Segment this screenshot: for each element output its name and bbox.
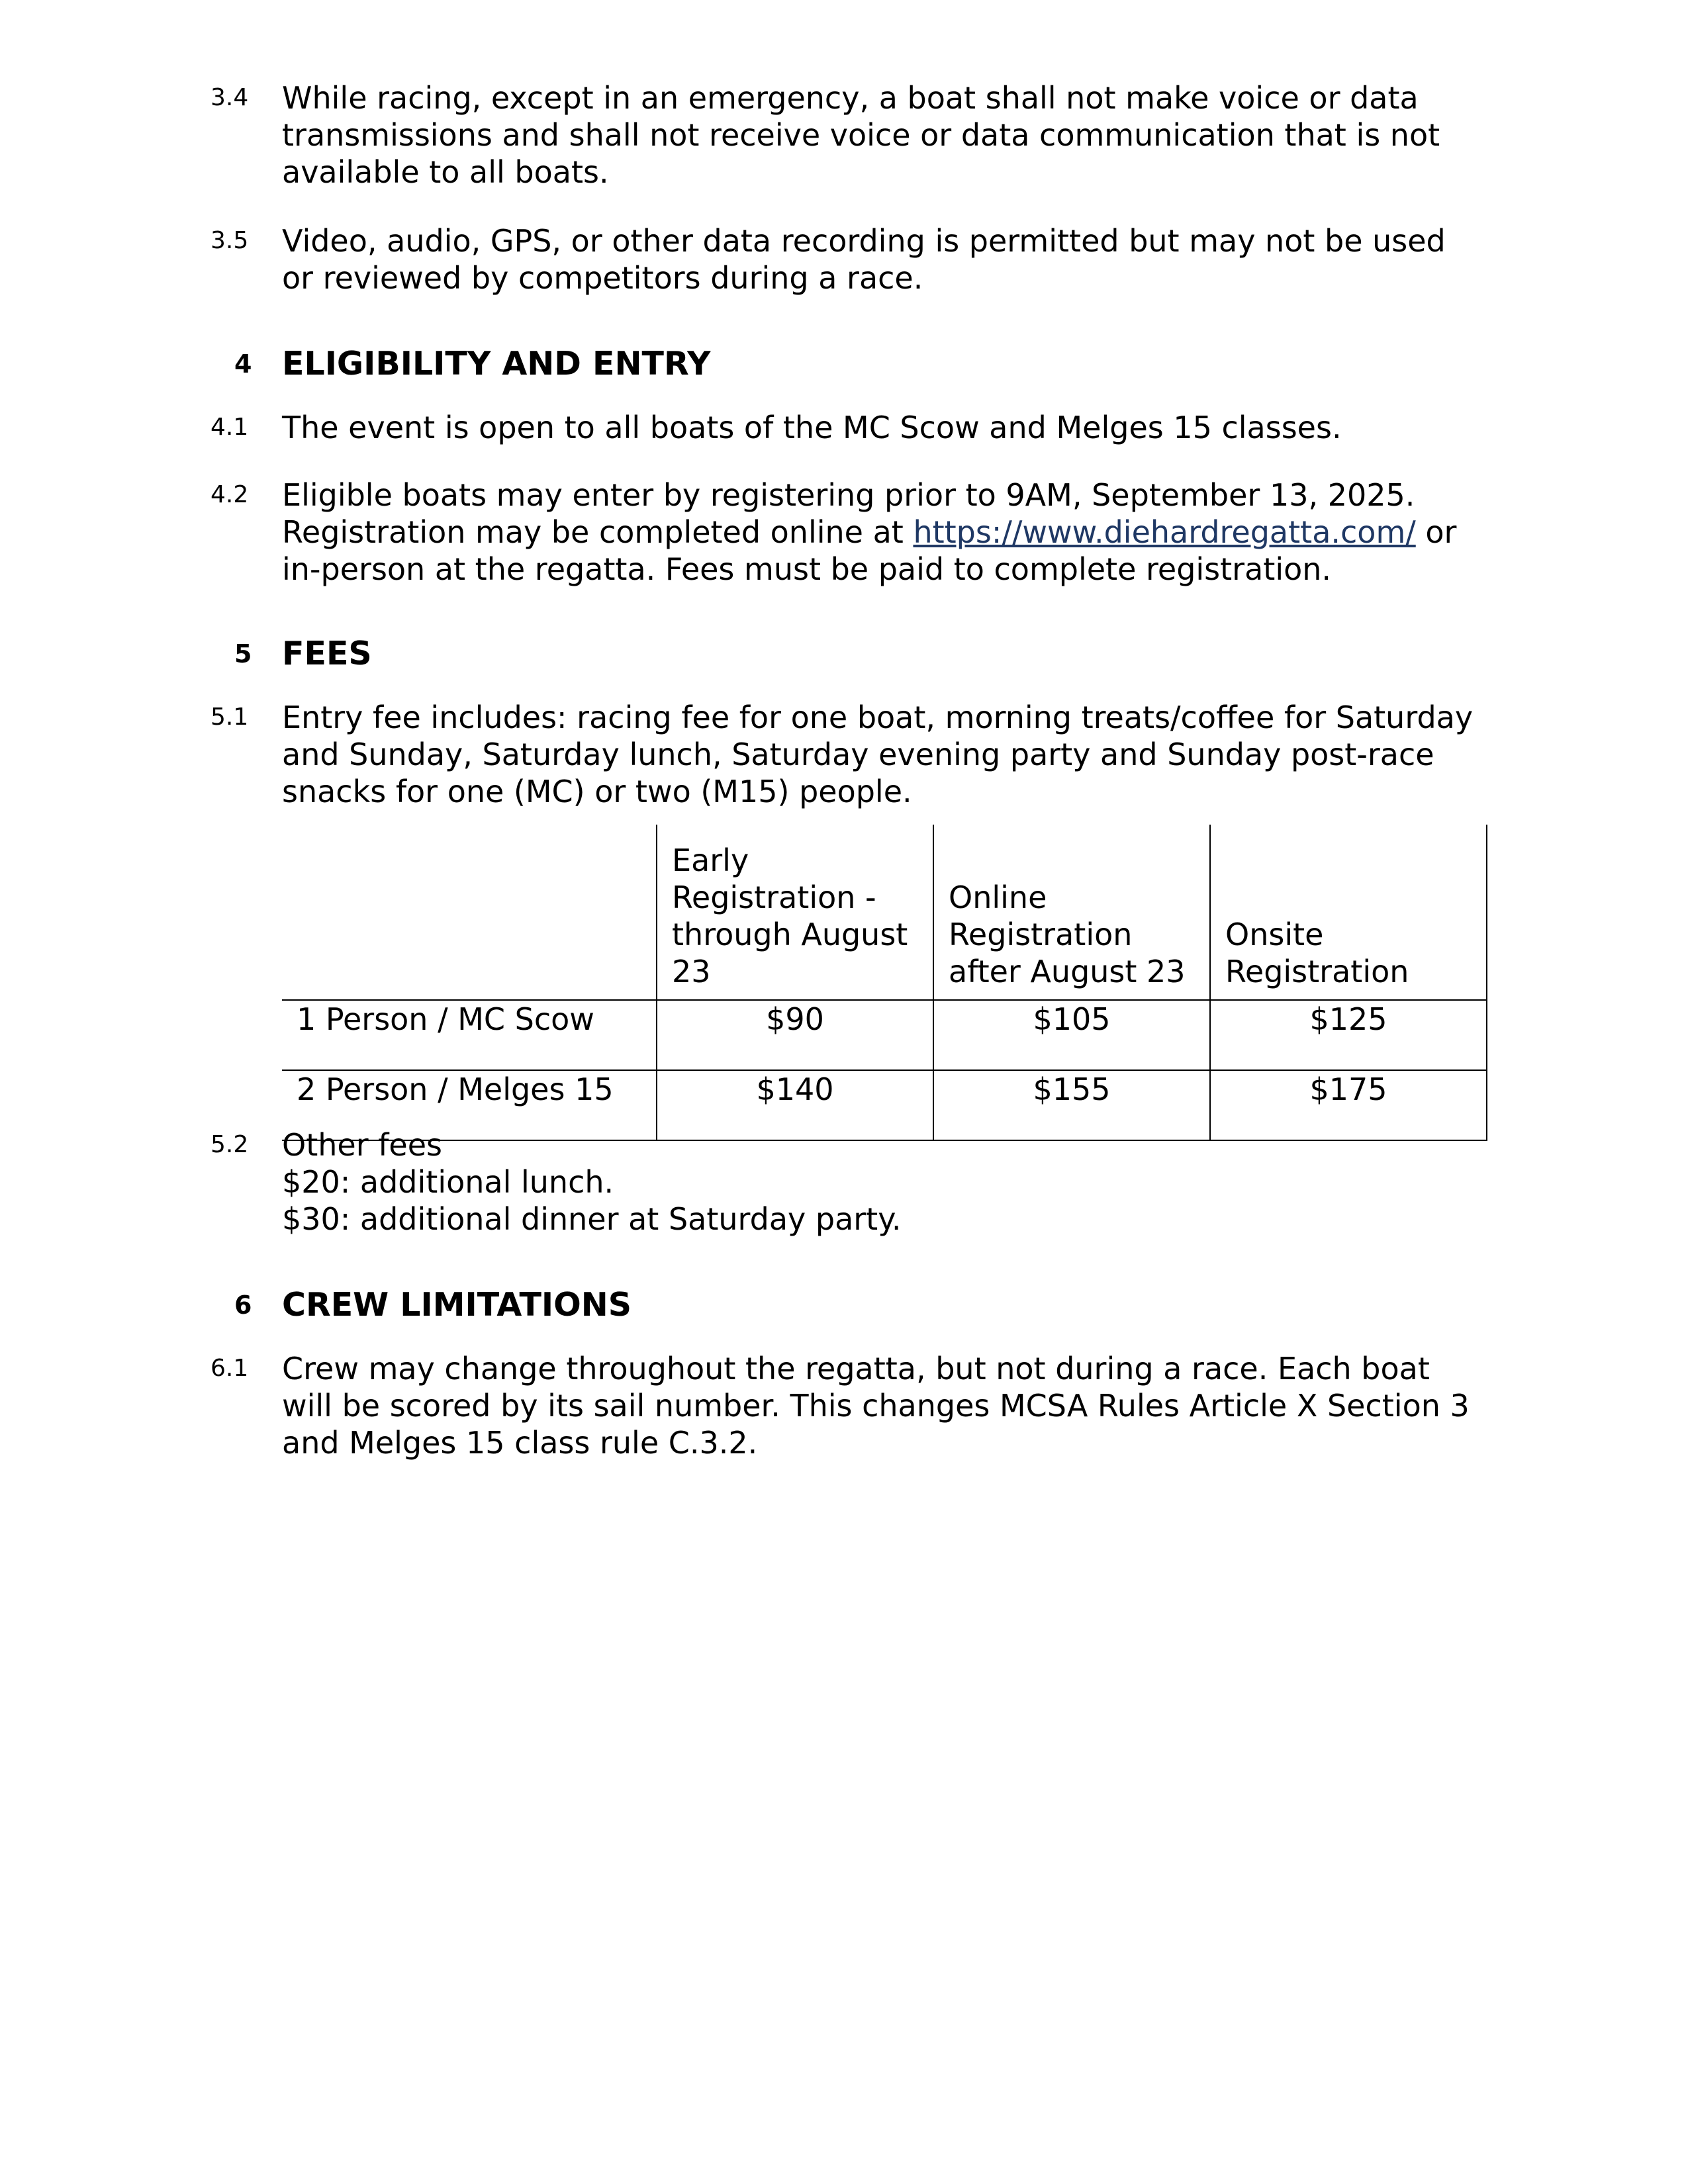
- registration-link[interactable]: https://www.diehardregatta.com/: [913, 514, 1416, 550]
- section-4-heading: ELIGIBILITY AND ENTRY: [282, 345, 711, 383]
- table-cell: $105: [933, 1000, 1210, 1070]
- table-cell: $175: [1210, 1070, 1487, 1140]
- section-4-2-text-after: or in-person at the regatta. Fees must be paid to complete registration.: [282, 514, 1457, 587]
- section-number: 4.1: [211, 414, 249, 441]
- section-3-4-text: While racing, except in an emergency, a boat shall not make voice or data transmissions and shall not receive voice or data communication that is not available to all boats.: [282, 80, 1440, 190]
- table-cell: $140: [657, 1070, 933, 1140]
- table-header-cell: Online Registration after August 23: [933, 825, 1210, 1000]
- section-3-5-text: Video, audio, GPS, or other data recording is permitted but may not be used or reviewed by competitors during a race.: [282, 223, 1446, 296]
- table-row: [282, 1000, 1487, 1070]
- section-5-heading: FEES: [282, 635, 372, 672]
- section-4-1-text: The event is open to all boats of the MC Scow and Melges 15 classes.: [282, 410, 1342, 445]
- section-number: 4.2: [211, 481, 249, 508]
- section-6-1-text: Crew may change throughout the regatta, but not during a race. Each boat will be scored by its sail number. This changes MCSA Rules Article X Section 3 and Melges 15 class rule C.3.2.: [282, 1351, 1470, 1461]
- section-number: 6: [234, 1291, 252, 1320]
- section-number: 5: [234, 639, 252, 668]
- table-header-cell: [282, 825, 657, 1000]
- section-4-2-text: [282, 477, 1493, 588]
- table-cell: $90: [657, 1000, 933, 1070]
- section-number: 3.5: [211, 227, 249, 254]
- table-cell: $125: [1210, 1000, 1487, 1070]
- table-header-row: [282, 825, 1487, 1000]
- table-row-label: 2 Person / Melges 15: [282, 1070, 657, 1140]
- table-header-cell: Early Registration - through August 23: [657, 825, 933, 1000]
- fee-table: [282, 825, 1487, 1141]
- table-cell: $155: [933, 1070, 1210, 1140]
- section-4-2-text-before: Eligible boats may enter by registering prior to 9AM, September 13, 2025. Registration may be completed online at: [282, 477, 1415, 550]
- section-number: 6.1: [211, 1355, 249, 1382]
- table-row-label: 1 Person / MC Scow: [282, 1000, 657, 1070]
- section-5-2-text: Other fees $20: additional lunch. $30: additional dinner at Saturday party.: [282, 1127, 902, 1237]
- section-number: 5.2: [211, 1131, 249, 1158]
- section-number: 5.1: [211, 704, 249, 731]
- section-6-heading: CREW LIMITATIONS: [282, 1286, 632, 1324]
- section-5-1-text: Entry fee includes: racing fee for one boat, morning treats/coffee for Saturday and Sunday, Saturday lunch, Saturday evening party and Sunday post-race snacks for one (MC) or two (M15) people.: [282, 700, 1474, 809]
- section-number: 4: [234, 349, 252, 379]
- section-number: 3.4: [211, 84, 249, 111]
- table-header-cell: Onsite Registration: [1210, 825, 1487, 1000]
